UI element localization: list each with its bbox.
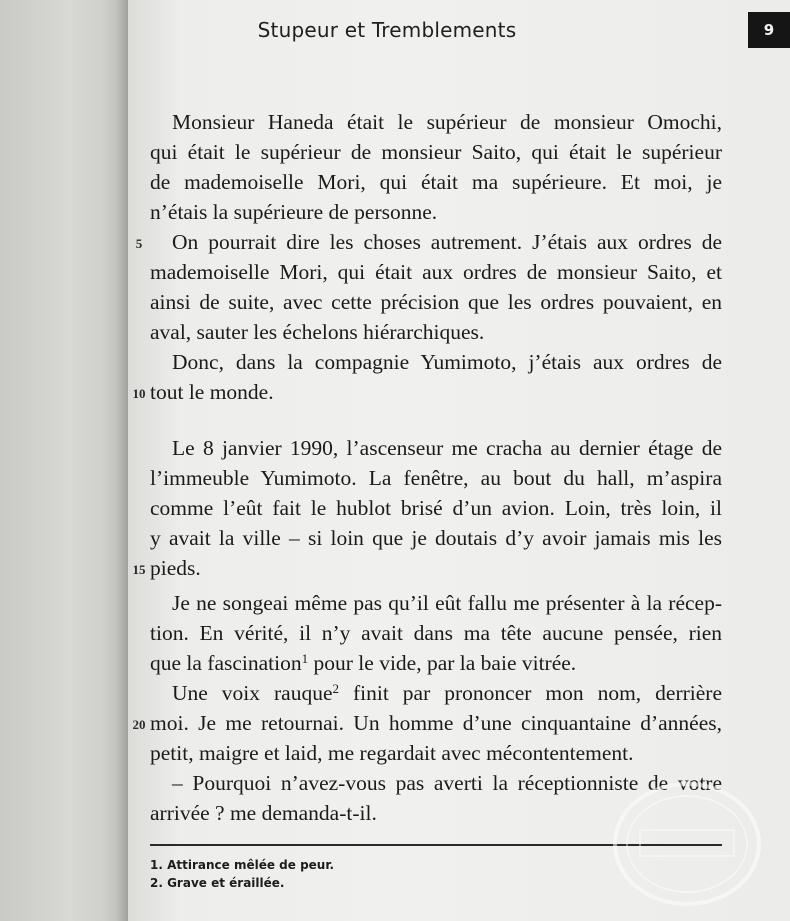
watermark-stamp-icon <box>612 780 762 908</box>
text-line: Le 8 janvier 1990, l’ascenseur me cracha au dernier étage de <box>172 436 722 460</box>
text-line: Monsieur Haneda était le supérieur de monsieur Omochi, <box>172 110 722 134</box>
text-line: ainsi de suite, avec cette précision que les ordres pouvaient, en <box>150 290 722 314</box>
text-line: aval, sauter les échelons hiérarchiques. <box>150 320 485 344</box>
text-line: n’étais la supérieure de personne. <box>150 200 438 224</box>
text-line: On pourrait dire les choses autrement. J’étais aux ordres de <box>172 230 722 254</box>
text-line: tout le monde. <box>150 380 274 404</box>
text-line: mademoiselle Mori, qui était aux ordres de monsieur Saito, et <box>150 260 722 284</box>
text-line: de mademoiselle Mori, qui était ma supérieure. Et moi, je <box>150 170 722 194</box>
footnote: 2. Grave et éraillée. <box>150 876 285 890</box>
text-line: qui était le supérieur de monsieur Saito, qui était le supérieur <box>150 140 722 164</box>
text-line: Je ne songeai même pas qu’il eût fallu me présenter à la récep- <box>172 591 722 615</box>
text-line: arrivée ? me demanda-t-il. <box>150 801 377 825</box>
text-line: petit, maigre et laid, me regardait avec mécontentement. <box>150 741 634 765</box>
text-line: – Pourquoi n’avez-vous pas averti la réceptionniste de votre <box>172 771 722 795</box>
text-line: comme l’eût fait le hublot brisé d’un avion. Loin, très loin, il <box>150 496 722 520</box>
footnote: 1. Attirance mêlée de peur. <box>150 858 335 872</box>
text-line: moi. Je me retournai. Un homme d’une cinquantaine d’années, <box>150 711 722 735</box>
footnote-ref-1: 1 <box>301 651 309 666</box>
previous-page-gutter <box>0 0 128 921</box>
text-line: y avait la ville – si loin que je doutais d’y avoir jamais mis les <box>150 526 722 550</box>
running-head-title: Stupeur et Tremblements <box>257 18 517 42</box>
line-number: 15 <box>132 562 146 577</box>
page-number-badge: 9 <box>748 12 790 48</box>
text-line: tion. En vérité, il n’y avait dans ma tête aucune pensée, rien <box>150 621 722 645</box>
text-line: pieds. <box>150 556 201 580</box>
line-number: 10 <box>132 386 146 401</box>
footnote-ref-2: 2 <box>332 681 340 696</box>
text-line: l’immeuble Yumimoto. La fenêtre, au bout du hall, m’aspira <box>150 466 722 490</box>
text-line: que la fascination$^1$ pour le vide, par la baie vitrée. <box>150 651 577 675</box>
text-line: Donc, dans la compagnie Yumimoto, j’étais aux ordres de <box>172 350 722 374</box>
text-line: Une voix rauque$^2$ finit par prononcer mon nom, derrière <box>172 681 722 705</box>
line-number: 20 <box>132 717 146 732</box>
line-number: 5 <box>135 236 143 251</box>
